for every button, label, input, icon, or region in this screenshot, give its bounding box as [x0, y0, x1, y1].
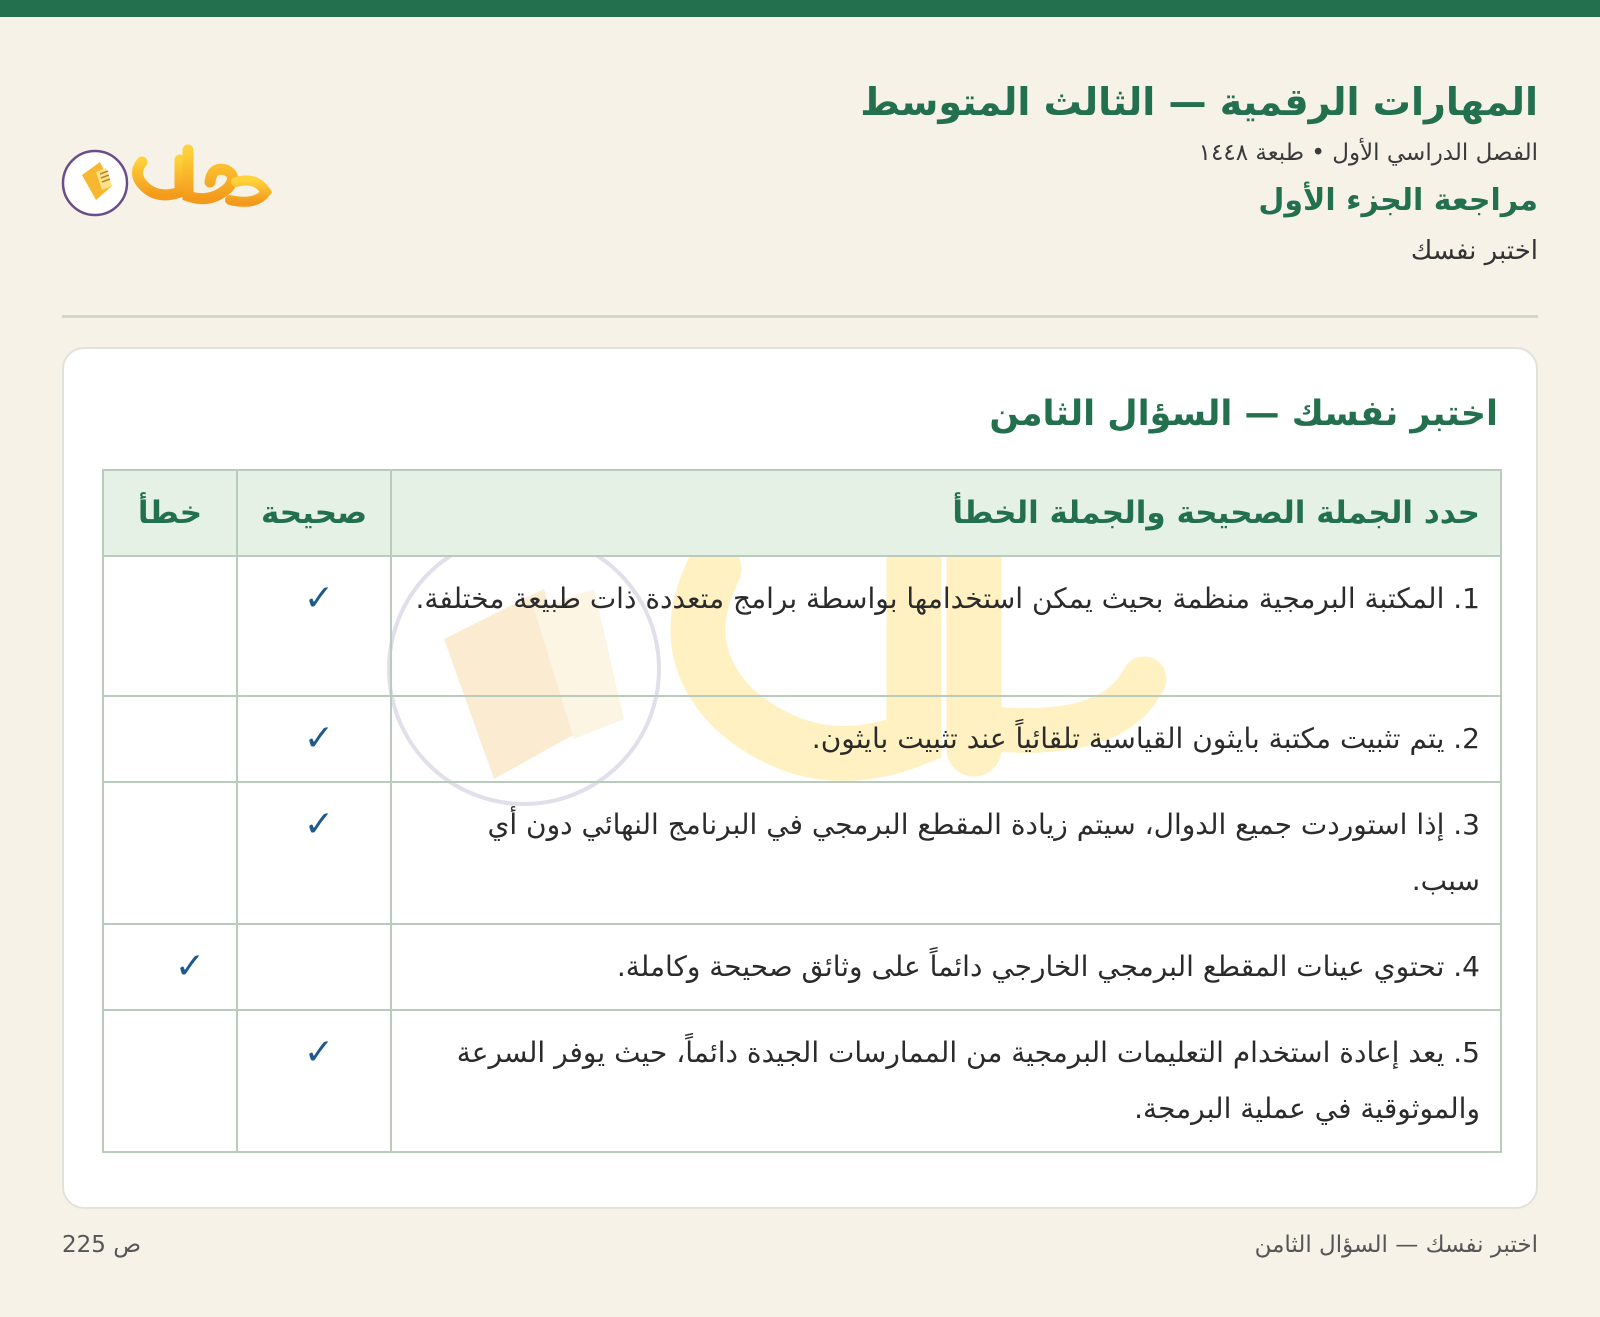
page-number: ص 225: [62, 1232, 142, 1258]
question-card: [62, 347, 1538, 1209]
table-row: [103, 556, 1501, 696]
question-title: اختبر نفسك — السؤال الثامن: [989, 394, 1498, 434]
hulul-logo-text: حلول: [177, 178, 180, 179]
check-icon: ✓: [174, 946, 206, 987]
hulul-logo: [60, 130, 280, 222]
page-footer: [62, 1232, 1538, 1272]
statement-cell: 5. يعد إعادة استخدام التعليمات البرمجية من الممارسات الجيدة دائماً، حيث يوفر السرعة والموثوقية في عملية البرمجة.: [391, 1010, 1501, 1152]
table-header-row: [103, 470, 1501, 556]
check-icon: ✓: [303, 718, 335, 759]
header-divider: [62, 315, 1538, 318]
false-mark-cell: [103, 696, 237, 782]
header-true: صحيحة: [237, 470, 391, 556]
hulul-logo-image: [60, 130, 280, 222]
footer-label: اختبر نفسك — السؤال الثامن: [1254, 1232, 1538, 1258]
check-icon: ✓: [303, 1032, 335, 1073]
false-mark-cell: [103, 924, 237, 1010]
check-icon: ✓: [303, 804, 335, 845]
top-accent-bar: [0, 0, 1600, 17]
true-false-table: [102, 469, 1502, 1153]
statement-cell: 2. يتم تثبيت مكتبة بايثون القياسية تلقائياً عند تثبيت بايثون.: [391, 696, 1501, 782]
header-statement: حدد الجملة الصحيحة والجملة الخطأ: [391, 470, 1501, 556]
section-title: مراجعة الجزء الأول: [1258, 183, 1538, 218]
table-row: [103, 924, 1501, 1010]
statement-cell: 3. إذا استوردت جميع الدوال، سيتم زيادة المقطع البرمجي في البرنامج النهائي دون أي سبب.: [391, 782, 1501, 924]
section-subtitle: اختبر نفسك: [1410, 236, 1538, 266]
page-title: المهارات الرقمية — الثالث المتوسط: [860, 80, 1538, 124]
table-row: [103, 696, 1501, 782]
true-mark-cell: [237, 924, 391, 1010]
true-mark-cell: [237, 696, 391, 782]
false-mark-cell: [103, 1010, 237, 1152]
false-mark-cell: [103, 782, 237, 924]
table-row: [103, 1010, 1501, 1152]
false-mark-cell: [103, 556, 237, 696]
true-mark-cell: [237, 1010, 391, 1152]
true-mark-cell: [237, 782, 391, 924]
true-mark-cell: [237, 556, 391, 696]
statement-cell: 1. المكتبة البرمجية منظمة بحيث يمكن استخدامها بواسطة برامج متعددة ذات طبيعة مختلفة.: [391, 556, 1501, 696]
table-row: [103, 782, 1501, 924]
check-icon: ✓: [303, 578, 335, 619]
statement-cell: 4. تحتوي عينات المقطع البرمجي الخارجي دائماً على وثائق صحيحة وكاملة.: [391, 924, 1501, 1010]
header-false: خطأ: [103, 470, 237, 556]
page-header: [638, 78, 1538, 268]
page-subtitle: الفصل الدراسي الأول • طبعة ١٤٤٨: [1198, 140, 1538, 166]
